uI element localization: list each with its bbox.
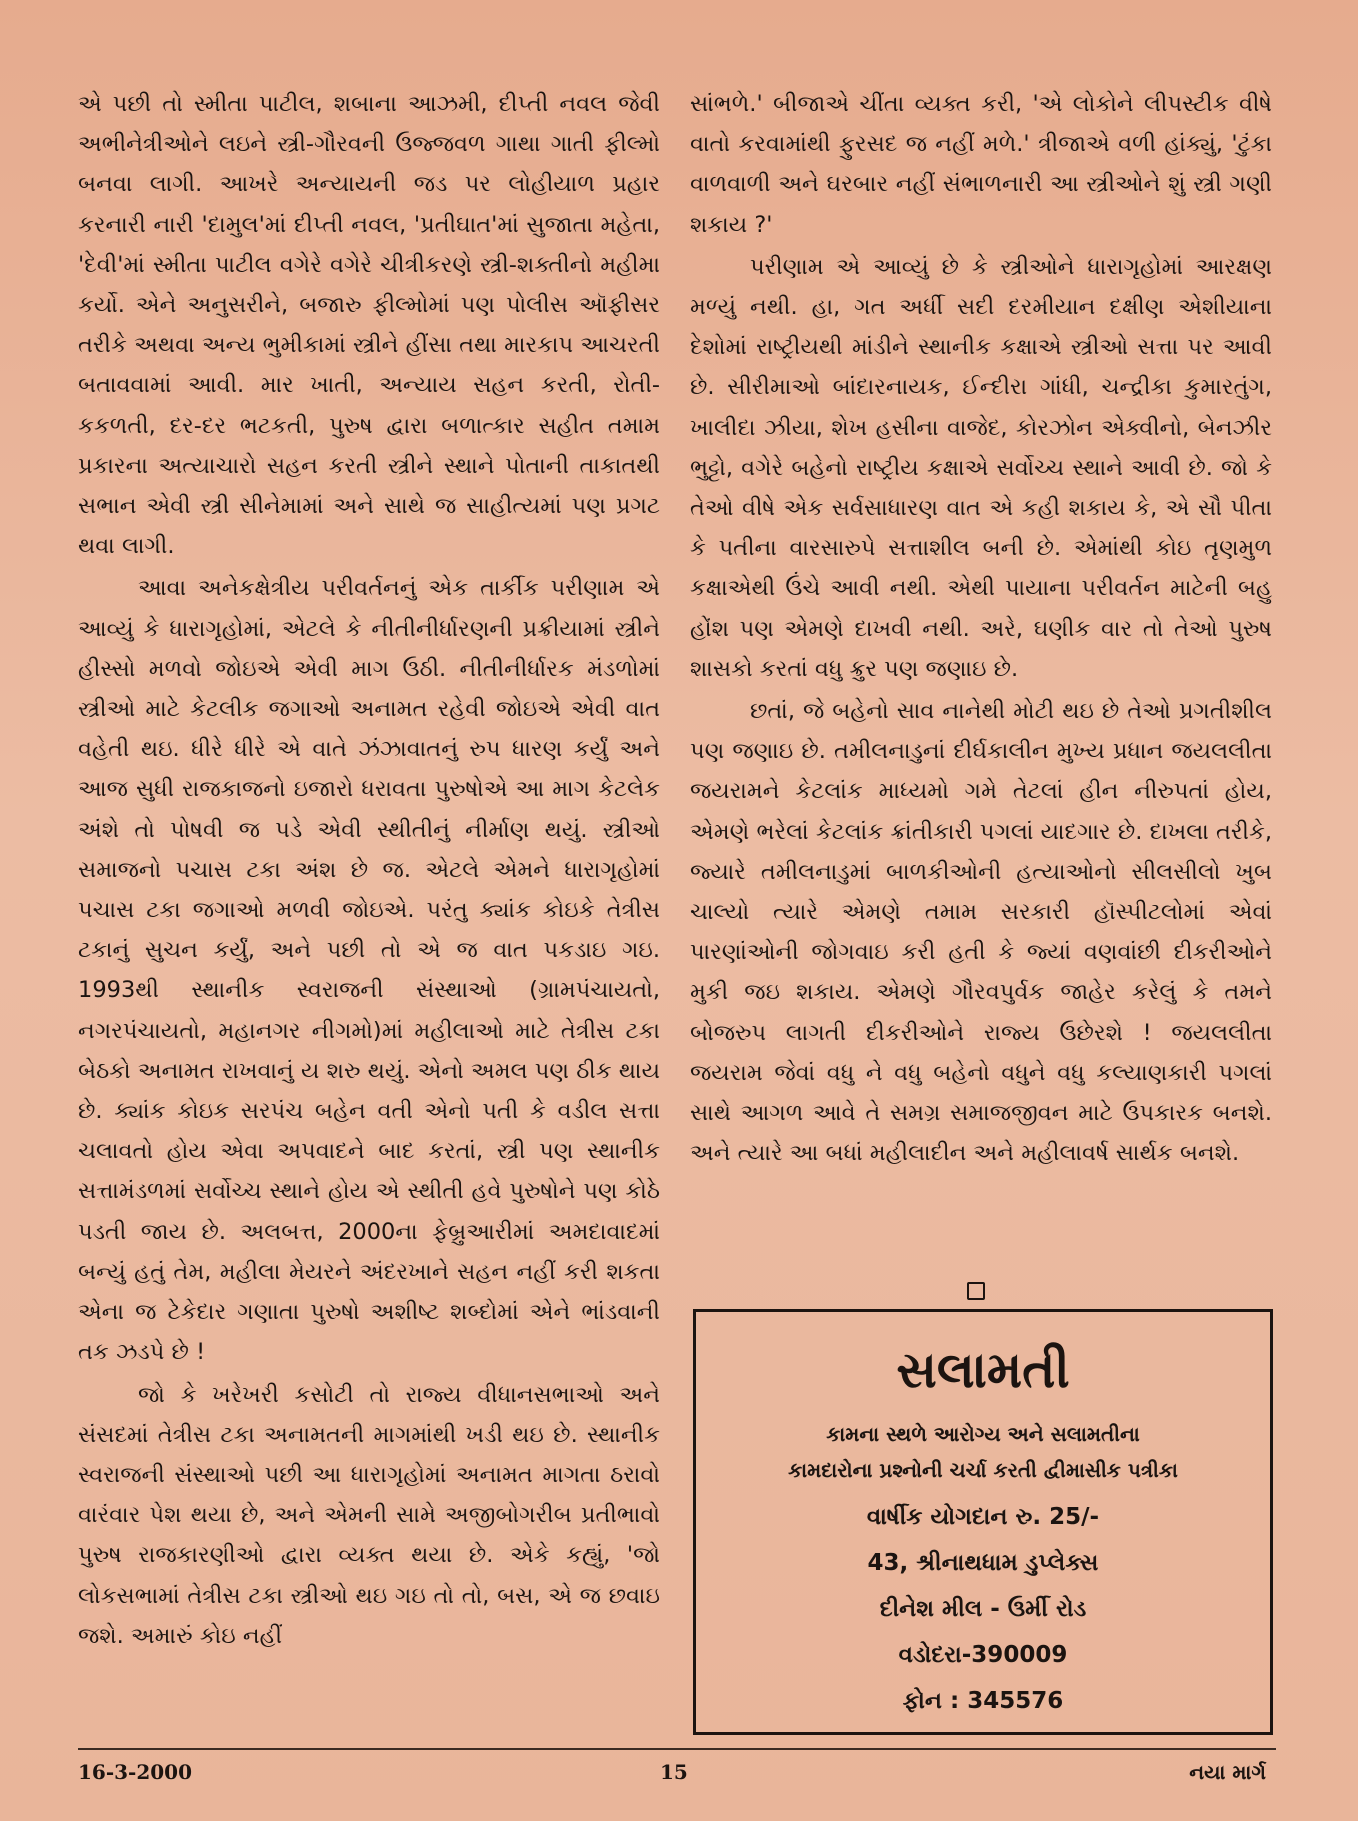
paragraph: જો કે ખરેખરી કસોટી તો રાજ્ય વીધાનસભાઓ અને સંસદમાં તેત્રીસ ટકા અનામતની માગમાંથી ખડી થઇ છે. સ્થાનીક સ્વરાજની સંસ્થાઓ પછી આ ધારાગૃહોમાં અનામત માગતા ઠરાવો વારંવાર પેશ થયા છે, અને એમની સામે અજીબોગરીબ પ્રતીભાવો પુરુષ રાજકારણીઓ દ્વારા વ્યક્ત થયા છે. એકે કહ્યું, 'જો લોકસભામાં તેત્રીસ ટકા સ્ત્રીઓ થઇ ગઇ તો તો, બસ, એ જ છવાઇ જશે. અમારું કોઇ નહીં: [78, 1381, 660, 1649]
left-column: [78, 84, 660, 1656]
ad-title: સલામતી: [896, 1341, 1070, 1399]
ad-description-line: કામદારોના પ્રશ્નોની ચર્ચા કરતી દ્વીમાસીક પત્રીકા: [788, 1458, 1178, 1482]
article-end-mark: [967, 1282, 985, 1300]
ad-subscription: વાર્ષીક યોગદાન રુ. 25/-: [866, 1504, 1100, 1530]
paragraph: છતાં, જે બહેનો સાવ નાનેથી મોટી થઇ છે તેઓ પ્રગતીશીલ પણ જણાઇ છે. તમીલનાડુનાં દીર્ઘકાલીન મુખ્ય પ્રધાન જયલલીતા જયરામને કેટલાંક માધ્યમો ગમે તેટલાં હીન નીરુપતાં હોય, એમણે ભરેલાં કેટલાંક ક્રાંતીકારી પગલાં યાદગાર છે. દાખલા તરીકે, જ્યારે તમીલનાડુમાં બાળકીઓની હત્યાઓનો સીલસીલો ખુબ ચાલ્યો ત્યારે એમણે તમામ સરકારી હૉસ્પીટલોમાં એવાં પારણાંઓની જોગવાઇ કરી હતી કે જ્યાં વણવાંછી દીકરીઓને મુકી જઇ શકાય. એમણે ગૌરવપુર્વક જાહેર કરેલું કે તમને બોજરુપ લાગતી દીકરીઓને રાજ્ય ઉછેરશે ! જયલલીતા જયરામ જેવાં વધુ ને વધુ બહેનો વધુને વધુ કલ્યાણકારી પગલાં સાથે આગળ આવે તે સમગ્ર સમાજજીવન માટે ઉપકારક બનશે. અને ત્યારે આ બધાં મહીલાદીન અને મહીલાવર્ષ સાર્થક બનશે.: [690, 698, 1272, 1167]
page-number: 15: [660, 1760, 688, 1784]
paragraph: પરીણામ એ આવ્યું છે કે સ્ત્રીઓને ધારાગૃહોમાં આરક્ષણ મળ્યું નથી. હા, ગત અર્ધી સદી દરમીયાન દક્ષીણ એશીયાના દેશોમાં રાષ્ટ્રીયથી માંડીને સ્થાનીક કક્ષાએ સ્ત્રીઓ સત્તા પર આવી છે. સીરીમાઓ બાંદારનાયક, ઈન્દીરા ગાંધી, ચન્દ્રીકા કુમારતુંગ, ખાલીદા ઝીયા, શેખ હસીના વાજેદ, કોરઝોન એક્વીનો, બેનઝીર ભુટ્ટો, વગેરે બહેનો રાષ્ટ્રીય કક્ષાએ સર્વોચ્ચ સ્થાને આવી છે. જો કે તેઓ વીષે એક સર્વસાધારણ વાત એ કહી શકાય કે, એ સૌ પીતા કે પતીના વારસારુપે સત્તાશીલ બની છે. એમાંથી કોઇ તૃણમુળ કક્ષાએથી ઉંચે આવી નથી. એથી પાયાના પરીવર્તન માટેની બહુ હોંશ પણ એમણે દાખવી નથી. અરે, ઘણીક વાર તો તેઓ પુરુષ શાસકો કરતાં વધુ ક્રુર પણ જણાઇ છે.: [690, 253, 1272, 682]
ad-address-line: દીનેશ મીલ - ઉર્મી રોડ: [879, 1596, 1087, 1622]
ad-phone: ફોન : 345576: [902, 1688, 1064, 1714]
footer-rule: [78, 1748, 1276, 1750]
paragraph: સાંભળે.' બીજાએ ચીંતા વ્યક્ત કરી, 'એ લોકોને લીપસ્ટીક વીષે વાતો કરવામાંથી ફુરસદ જ નહીં મળે.' ત્રીજાએ વળી હાંક્યું, 'ટુંકા વાળવાળી અને ઘરબાર નહીં સંભાળનારી આ સ્ત્રીઓને શું સ્ત્રી ગણી શકાય ?': [690, 91, 1272, 238]
ad-city: વડોદરા-390009: [898, 1642, 1068, 1668]
magazine-name: નયા માર્ગ: [1189, 1760, 1266, 1784]
paragraph: આવા અનેકક્ષેત્રીય પરીવર્તનનું એક તાર્કીક પરીણામ એ આવ્યું કે ધારાગૃહોમાં, એટલે કે નીતીનીર્ધારણની પ્રક્રીયામાં સ્ત્રીને હીસ્સો મળવો જોઇએ એવી માગ ઉઠી. નીતીનીર્ધારક મંડળોમાં સ્ત્રીઓ માટે કેટલીક જગાઓ અનામત રહેવી જોઇએ એવી વાત વહેતી થઇ. ધીરે ધીરે એ વાતે ઝંઝાવાતનું રુપ ધારણ કર્યું અને આજ સુધી રાજકાજનો ઇજારો ધરાવતા પુરુષોએ આ માગ કેટલેક અંશે તો પોષવી જ પડે એવી સ્થીતીનું નીર્માણ થયું. સ્ત્રીઓ સમાજનો પચાસ ટકા અંશ છે જ. એટલે એમને ધારાગૃહોમાં પચાસ ટકા જગાઓ મળવી જોઇએ. પરંતુ ક્યાંક કોઇકે તેત્રીસ ટકાનું સુચન કર્યું, અને પછી તો એ જ વાત પકડાઇ ગઇ. 1993થી સ્થાનીક સ્વરાજની સંસ્થાઓ (ગ્રામપંચાયતો, નગરપંચાયતો, મહાનગર નીગમો)માં મહીલાઓ માટે તેત્રીસ ટકા બેઠકો અનામત રાખવાનું ય શરુ થયું. એનો અમલ પણ ઠીક થાય છે. ક્યાંક કોઇક સરપંચ બહેન વતી એનો પતી કે વડીલ સત્તા ચલાવતો હોય એવા અપવાદને બાદ કરતાં, સ્ત્રી પણ સ્થાનીક સત્તામંડળમાં સર્વોચ્ચ સ્થાને હોય એ સ્થીતી હવે પુરુષોને પણ કોઠે પડતી જાય છે. અલબત્ત, 2000ના ફેબ્રુઆરીમાં અમદાવાદમાં બન્યું હતું તેમ, મહીલા મેયરને અંદરખાને સહન નહીં કરી શકતા એના જ ટેકેદાર ગણાતા પુરુષો અશીષ્ટ શબ્દોમાં એને ભાંડવાની તક ઝડપે છે !: [78, 575, 660, 1366]
paragraph: એ પછી તો સ્મીતા પાટીલ, શબાના આઝમી, દીપ્તી નવલ જેવી અભીનેત્રીઓને લઇને સ્ત્રી-ગૌરવની ઉજ્જવળ ગાથા ગાતી ફીલ્મો બનવા લાગી. આખરે અન્યાયની જડ પર લોહીયાળ પ્રહાર કરનારી નારી 'દામુલ'માં દીપ્તી નવલ, 'પ્રતીઘાત'માં સુજાતા મહેતા, 'દેવી'માં સ્મીતા પાટીલ વગેરે વગેરે ચીત્રીકરણે સ્ત્રી-શક્તીનો મહીમા કર્યો. એને અનુસરીને, બજારુ ફીલ્મોમાં પણ પોલીસ ઑફીસર તરીકે અથવા અન્ય ભુમીકામાં સ્ત્રીને હીંસા તથા મારકાપ આચરતી બતાવવામાં આવી. માર ખાતી, અન્યાય સહન કરતી, રોતી-કકળતી, દર-દર ભટકતી, પુરુષ દ્વારા બળાત્કાર સહીત તમામ પ્રકારના અત્યાચારો સહન કરતી સ્ત્રીને સ્થાને પોતાની તાકાતથી સભાન એવી સ્ત્રી સીનેમામાં અને સાથે જ સાહીત્યમાં પણ પ્રગટ થવા લાગી.: [78, 91, 660, 560]
footer-date: 16-3-2000: [78, 1760, 193, 1784]
ad-description-line: કામના સ્થળે આરોગ્ય અને સલામતીના: [826, 1422, 1140, 1446]
right-column: [690, 84, 1272, 1173]
advertisement-box: [693, 1309, 1273, 1735]
ad-description: [696, 1416, 1270, 1488]
ad-address-line: 43, શ્રીનાથધામ ડુપ્લેક્સ: [867, 1550, 1099, 1576]
